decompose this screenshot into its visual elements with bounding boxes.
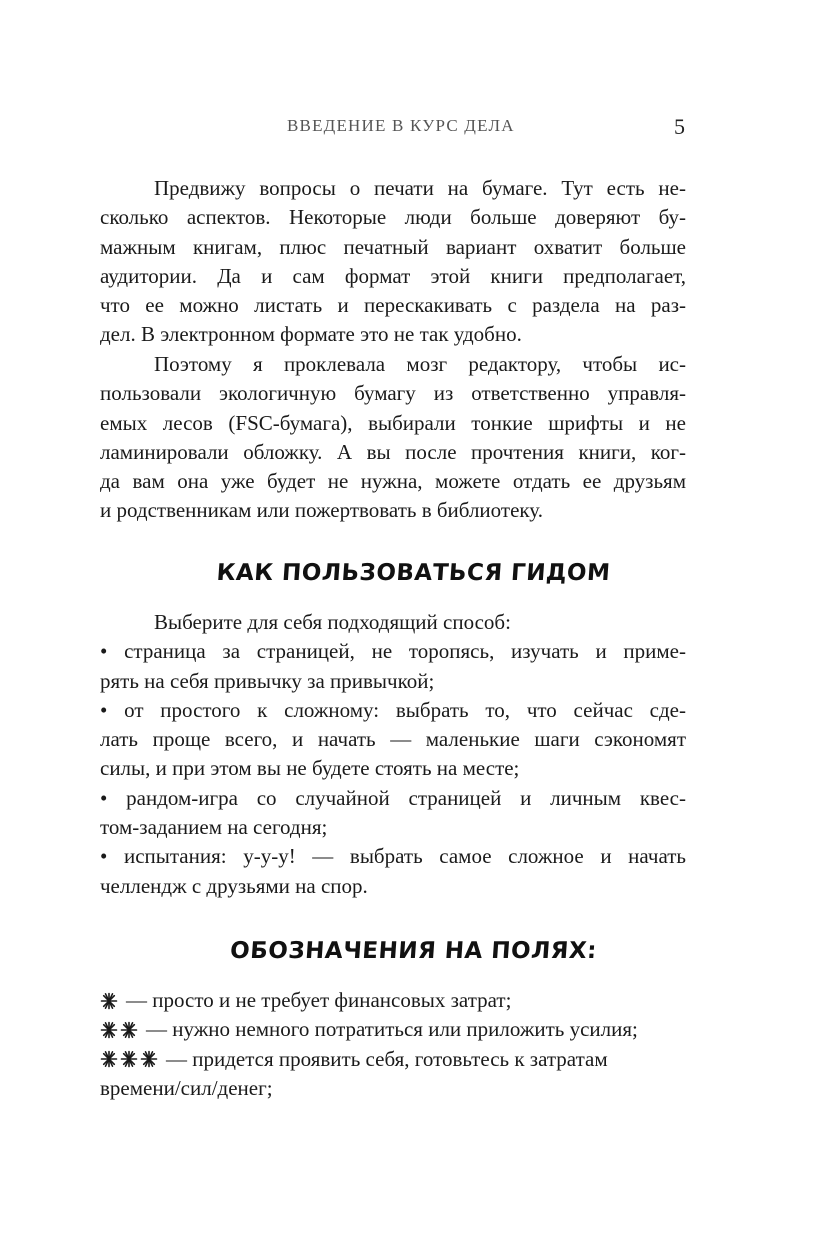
text-line: лать проще всего, и начать — маленькие шаги сэкономят	[100, 727, 686, 752]
list-item: • от простого к сложному: выбрать то, что сейчас сде-	[100, 697, 686, 722]
list-item: • страница за страницей, не торопясь, изучать и приме-	[100, 639, 686, 664]
star-group	[100, 992, 118, 1010]
text-line: сколько аспектов. Некоторые люди больше доверяют бу-	[100, 205, 686, 230]
text-line: времени/сил/денег;	[100, 1075, 273, 1100]
text-line: ламинировали обложку. А вы после прочтения книги, ког-	[100, 439, 686, 464]
intro-paragraph-2	[100, 350, 686, 526]
text-line: Предвижу вопросы о печати на бумаге. Тут есть не-	[154, 176, 686, 200]
asterisk-star-icon	[100, 992, 118, 1010]
legend-item-3	[100, 1045, 686, 1074]
text-line: и родственникам или пожертвовать в библиотеку.	[100, 498, 543, 523]
asterisk-star-icon	[100, 1021, 118, 1039]
margin-symbols-legend	[100, 986, 686, 1103]
section-heading-margin-symbols: ОБОЗНАЧЕНИЯ НА ПОЛЯХ:	[229, 938, 598, 964]
legend-item-1	[100, 986, 686, 1015]
running-head	[0, 116, 827, 142]
text-line: что ее можно листать и перескакивать с раздела на раз-	[100, 293, 686, 318]
running-title: ВВЕДЕНИЕ В КУРС ДЕЛА	[287, 116, 515, 135]
text-line: аудитории. Да и сам формат этой книги предполагает,	[100, 263, 686, 288]
text-line: дел. В электронном формате это не так удобно.	[100, 322, 522, 347]
text-line: силы, и при этом вы не будете стоять на месте;	[100, 756, 520, 781]
text-line: Поэтому я проклевала мозг редактору, чтобы ис-	[154, 352, 686, 376]
list-item: • рандом-игра со случайной страницей и личным квес-	[100, 785, 686, 810]
text-line: Выберите для себя подходящий способ:	[154, 610, 511, 634]
text-line: том-заданием на сегодня;	[100, 815, 328, 840]
how-to-use-list	[100, 608, 686, 901]
star-group	[100, 1021, 138, 1039]
asterisk-star-icon	[120, 1021, 138, 1039]
page-number: 5	[674, 114, 685, 139]
asterisk-star-icon	[120, 1050, 138, 1068]
text-line: мажным книгам, плюс печатный вариант охватит больше	[100, 234, 686, 259]
section-heading-how-to-use: КАК ПОЛЬЗОВАТЬСЯ ГИДОМ	[215, 560, 612, 586]
star-group	[100, 1050, 158, 1068]
legend-text: — нужно немного потратиться или приложить усилия;	[146, 1017, 638, 1042]
text-line: рять на себя привычку за привычкой;	[100, 668, 435, 693]
legend-text: — придется проявить себя, готовьтесь к затратам	[166, 1046, 608, 1071]
asterisk-star-icon	[140, 1050, 158, 1068]
text-line: да вам она уже будет не нужна, можете отдать ее друзьям	[100, 469, 686, 494]
intro-paragraph-1	[100, 174, 686, 350]
text-line: емых лесов (FSC-бумага), выбирали тонкие шрифты и не	[100, 410, 686, 435]
text-line: челлендж с друзьями на спор.	[100, 873, 368, 898]
legend-text: — просто и не требует финансовых затрат;	[126, 988, 512, 1012]
asterisk-star-icon	[100, 1050, 118, 1068]
text-line: пользовали экологичную бумагу из ответственно управля-	[100, 381, 686, 406]
list-item: • испытания: у-у-у! — выбрать самое сложное и начать	[100, 844, 686, 869]
legend-item-2	[100, 1015, 686, 1044]
